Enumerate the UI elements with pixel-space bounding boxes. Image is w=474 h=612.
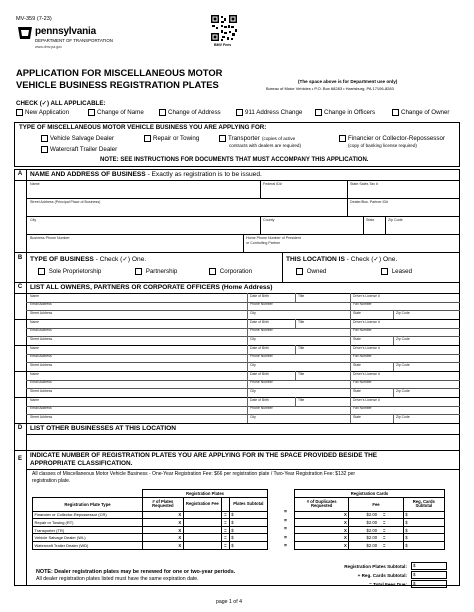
checkbox[interactable] (41, 146, 48, 153)
equals-sign: = (284, 534, 287, 541)
owner-zip-label: Zip Code (396, 388, 410, 393)
section-d-letter: D (17, 425, 23, 431)
owner-city-label: City (250, 362, 256, 367)
owner-license-label: Driver's License # (353, 397, 380, 402)
field-label-state-sales-tax: State Sales Tax # (350, 182, 378, 186)
divider (350, 293, 351, 302)
divider (26, 362, 460, 363)
plate-type-row (33, 541, 268, 549)
cards-subtotal-field[interactable]: $ (403, 519, 444, 527)
plate-type-row (33, 534, 268, 542)
divider (14, 293, 460, 294)
divider (14, 282, 460, 283)
divider (393, 362, 394, 371)
owner-title-label: Title (298, 345, 305, 350)
field-label-state: State (366, 218, 375, 222)
divider (247, 293, 248, 302)
owner-dob-label: Date of Birth (250, 293, 269, 298)
plate-type-row (33, 519, 268, 527)
section-b-title: TYPE OF BUSINESS - Check (✓) One. (30, 256, 147, 263)
field-label-city: City (30, 218, 37, 222)
owner-phone-label: Phone Number (250, 328, 273, 333)
divider (247, 388, 248, 397)
section-e-letter: E (17, 456, 22, 462)
divider (247, 302, 248, 311)
option-sole-proprietorship[interactable]: Sole Proprietorship (38, 268, 101, 275)
plates-subtotal-field[interactable]: $ (229, 526, 267, 534)
divider (26, 434, 460, 435)
option-partnership[interactable]: Partnership (135, 268, 177, 275)
fee-info-line-2: registration plate. (32, 478, 71, 484)
owner-dob-label: Date of Birth (250, 345, 269, 350)
divider (26, 198, 460, 199)
qr-caption: BMV Fees (214, 43, 232, 47)
divider (26, 354, 460, 355)
divider (247, 345, 248, 354)
option-transporter[interactable]: Transporter (219, 135, 260, 142)
divider (26, 310, 460, 311)
divider (247, 362, 248, 371)
owner-street-label: Street Address (30, 388, 53, 393)
divider (393, 388, 394, 397)
owner-email-label: Email Address (30, 380, 52, 385)
keystone-logo-icon (17, 26, 33, 40)
owner-street-label: Street Address (30, 310, 53, 315)
registration-fee-field[interactable] (183, 534, 221, 542)
checkbox[interactable] (381, 268, 388, 275)
duplicates-requested-field[interactable]: X (295, 526, 349, 534)
divider (350, 397, 351, 406)
duplicates-requested-field[interactable]: X (295, 541, 349, 549)
letter-column-divider (26, 169, 27, 586)
equals-sign: = (284, 517, 287, 524)
owner-fax-label: Fax Number (353, 354, 372, 359)
owner-name-label: Name (30, 319, 40, 324)
owner-city-label: City (250, 310, 256, 315)
checkbox[interactable] (16, 109, 23, 116)
divider (247, 328, 248, 337)
owner-title-label: Title (298, 371, 305, 376)
owner-license-label: Driver's License # (353, 345, 380, 350)
form-title-line2: VEHICLE BUSINESS REGISTRATION PLATES (16, 79, 219, 90)
option-leased[interactable]: Leased (381, 268, 412, 275)
checkbox[interactable] (144, 135, 151, 142)
check-all-label: CHECK (✓) ALL APPLICABLE: (16, 100, 106, 107)
col-duplicates-requested: # of Duplicates Requested (295, 497, 349, 511)
divider (26, 216, 460, 217)
financier-note: (copy of banking license required) (348, 143, 417, 148)
registration-fee-field[interactable] (183, 519, 221, 527)
card-fee-value: $2.00 = (349, 541, 403, 549)
state-name: pennsylvania (35, 26, 96, 37)
divider (26, 328, 460, 329)
divider (347, 180, 348, 198)
owner-street-label: Street Address (30, 414, 53, 419)
owner-street-label: Street Address (30, 362, 53, 367)
website: www.dmv.pa.gov (35, 45, 62, 49)
section-c-title: LIST ALL OWNERS, PARTNERS OR CORPORATE OFFICERS (Home Address) (30, 284, 273, 291)
owner-title-label: Title (298, 319, 305, 324)
divider (247, 354, 248, 363)
page-number: page 1 of 4 (216, 599, 242, 605)
plate-type-name: Watercraft Trailer Dealer (WD) (33, 541, 143, 549)
transporter-note-2: contracts with dealers are required) (229, 143, 302, 148)
owner-fax-label: Fax Number (353, 406, 372, 411)
owner-name-label: Name (30, 371, 40, 376)
qr-code-icon[interactable] (210, 14, 238, 42)
cards-subtotal-label: + Reg. Cards Subtotal: (357, 573, 407, 578)
owner-title-label: Title (298, 293, 305, 298)
divider (295, 397, 296, 406)
option-watercraft-trailer-dealer[interactable]: Watercraft Trailer Dealer (41, 146, 117, 153)
divider (350, 319, 351, 328)
checkbox[interactable] (392, 109, 399, 116)
divider (350, 362, 351, 371)
owner-dob-label: Date of Birth (250, 397, 269, 402)
option-repair-or-towing[interactable]: Repair or Towing (144, 135, 199, 142)
duplicates-requested-field[interactable]: X (295, 519, 349, 527)
owner-city-label: City (250, 388, 256, 393)
divider (295, 345, 296, 354)
divider (295, 371, 296, 380)
plates-subtotal-field[interactable]: $ (229, 534, 267, 542)
divider (247, 310, 248, 319)
plate-type-row (33, 511, 268, 519)
divider (260, 216, 261, 234)
plates-requested-field[interactable]: X (143, 511, 184, 519)
owner-state-label: State (353, 310, 361, 315)
card-row (295, 519, 445, 527)
plates-subtotal-field[interactable]: $ (411, 562, 447, 570)
owner-zip-label: Zip Code (396, 336, 410, 341)
duplicates-requested-field[interactable]: X (295, 511, 349, 519)
divider (26, 336, 460, 337)
divider (393, 336, 394, 345)
option-financier-collector[interactable]: Financier or Collector-Repossessor (339, 135, 445, 142)
equals-sign: = (221, 526, 229, 534)
cards-subtotal-field[interactable]: $ (403, 526, 444, 534)
owner-zip-label: Zip Code (396, 362, 410, 367)
owner-city-label: City (250, 336, 256, 341)
plate-type-name: Vehicle Salvage Dealer (WL) (33, 534, 143, 542)
owner-state-label: State (353, 414, 361, 419)
divider (26, 469, 460, 470)
divider (350, 310, 351, 319)
card-row (295, 534, 445, 542)
checkbox[interactable] (315, 109, 322, 116)
plates-subtotal-field[interactable]: $ (229, 541, 267, 549)
divider (247, 319, 248, 328)
plates-table (32, 489, 268, 550)
transporter-note-1: (copies of active (262, 136, 296, 141)
plates-requested-field[interactable]: X (143, 541, 184, 549)
col-registration-fee: Registration Fee (183, 497, 221, 511)
divider (14, 180, 460, 181)
card-row (295, 541, 445, 549)
divider (347, 198, 348, 216)
plate-type-row (33, 526, 268, 534)
owner-title-label: Title (298, 397, 305, 402)
cards-table (294, 489, 445, 550)
owner-fax-label: Fax Number (353, 380, 372, 385)
divider (295, 319, 296, 328)
owner-fax-label: Fax Number (353, 302, 372, 307)
field-label-zip: Zip Code (388, 218, 403, 222)
plate-type-name: Financier or Collector-Repossessor (CR) (33, 511, 143, 519)
field-label-name: Name (30, 182, 40, 186)
divider (393, 310, 394, 319)
cards-subtotal-field[interactable]: $ (403, 541, 444, 549)
field-label-county: County (263, 218, 275, 222)
checkbox[interactable] (135, 268, 142, 275)
divider (350, 371, 351, 380)
documents-note: NOTE: SEE INSTRUCTIONS FOR DOCUMENTS THAT MUST ACCOMPANY THIS APPLICATION. (100, 157, 369, 163)
checkbox[interactable] (38, 268, 45, 275)
owner-email-label: Email Address (30, 406, 52, 411)
divider (350, 345, 351, 354)
divider (14, 397, 460, 398)
card-fee-value: $2.00 = (349, 519, 403, 527)
equals-sign: = (284, 526, 287, 533)
checkbox[interactable] (296, 268, 303, 275)
field-label-federal-id: Federal ID# (263, 182, 282, 186)
cards-subtotal-field[interactable]: $ (411, 571, 447, 579)
section-a-letter: A (17, 171, 23, 177)
registration-fee-field[interactable] (183, 526, 221, 534)
option-owned[interactable]: Owned (296, 268, 326, 275)
field-label-dealer-bus-partner-id: Dealer/Bus. Partner ID# (350, 200, 389, 204)
checkbox[interactable] (88, 109, 95, 116)
total-fees-field[interactable]: $ (411, 580, 447, 588)
equals-sign: = (284, 543, 287, 550)
registration-fee-field[interactable] (183, 541, 221, 549)
field-label-home-phone-1: Home Phone Number of President (246, 236, 301, 240)
divider (14, 450, 460, 451)
col-card-fee: Fee (349, 497, 403, 511)
card-row (295, 526, 445, 534)
card-fee-value: $2.00 = (349, 526, 403, 534)
divider (14, 319, 460, 320)
department-use-note: (The space above is for Department use only) (298, 79, 398, 84)
option-new-application[interactable]: New Application (16, 109, 69, 116)
bureau-address: Bureau of Motor Vehicles • P.O. Box 68283 • Harrisburg, PA 17106-8283 (266, 86, 394, 91)
divider (26, 388, 460, 389)
col-cards-subtotal: Reg. Cards Subtotal (403, 497, 444, 511)
option-change-of-address[interactable]: Change of Address (159, 109, 221, 116)
divider (385, 216, 386, 234)
section-d-title: LIST OTHER BUSINESSES AT THIS LOCATION (30, 425, 177, 432)
registration-fee-field[interactable] (183, 511, 221, 519)
form-title-line1: APPLICATION FOR MISCELLANEOUS MOTOR (16, 67, 223, 78)
section-c-letter: C (17, 284, 23, 290)
divider (363, 216, 364, 234)
plates-subtotal-label: Registration Plates Subtotal: (344, 564, 407, 569)
owner-email-label: Email Address (30, 354, 52, 359)
divider (247, 414, 248, 423)
divider (260, 180, 261, 198)
owner-phone-label: Phone Number (250, 302, 273, 307)
divider (14, 423, 460, 424)
divider (247, 336, 248, 345)
total-fees-label: = Total Fees Due: (369, 582, 407, 587)
owner-zip-label: Zip Code (396, 310, 410, 315)
owner-phone-label: Phone Number (250, 406, 273, 411)
equals-sign: = (221, 511, 229, 519)
option-change-of-name[interactable]: Change of Name (88, 109, 144, 116)
field-label-business-phone: Business Phone Number (30, 236, 70, 240)
owner-zip-label: Zip Code (396, 414, 410, 419)
divider (247, 380, 248, 389)
owner-name-label: Name (30, 293, 40, 298)
divider (350, 388, 351, 397)
divider (350, 328, 351, 337)
col-plate-type: Registration Plate Type (33, 497, 143, 511)
owner-email-label: Email Address (30, 302, 52, 307)
department-name: DEPARTMENT OF TRANSPORTATION (35, 38, 113, 43)
form-id: MV-359 (7-23) (16, 16, 52, 22)
owner-license-label: Driver's License # (353, 319, 380, 324)
col-plates-subtotal: Plates Subtotal (229, 497, 267, 511)
field-label-street-address: Street Address (Principal Place of Business) (30, 200, 101, 204)
divider (350, 354, 351, 363)
equals-sign: = (221, 534, 229, 542)
owner-street-label: Street Address (30, 336, 53, 341)
plates-table-header: Registration Plates (143, 490, 268, 498)
plate-type-name: Transporter (TR) (33, 526, 143, 534)
checkbox[interactable] (159, 109, 166, 116)
owner-name-label: Name (30, 345, 40, 350)
divider (247, 397, 248, 406)
divider (247, 371, 248, 380)
checkbox[interactable] (236, 109, 243, 116)
equals-sign: = (284, 509, 287, 515)
option-911-address-change[interactable]: 911 Address Change (236, 109, 302, 116)
plates-subtotal-field[interactable]: $ (229, 519, 267, 527)
section-b-letter: B (17, 255, 23, 261)
owner-phone-label: Phone Number (250, 354, 273, 359)
renewal-note-1: NOTE: Dealer registration plates may be renewed for one or two-year periods. (36, 569, 236, 575)
checkbox[interactable] (339, 135, 346, 142)
business-type-heading: TYPE OF MISCELLANEOUS MOTOR VEHICLE BUSINESS YOU ARE APPLYING FOR: (19, 124, 267, 131)
checkbox[interactable] (41, 135, 48, 142)
section-a-title: NAME AND ADDRESS OF BUSINESS - Exactly as registration is to be issued. (30, 171, 262, 178)
card-fee-value: $2.00 = (349, 534, 403, 542)
owner-email-label: Email Address (30, 328, 52, 333)
divider (350, 302, 351, 311)
divider (282, 252, 283, 282)
owner-state-label: State (353, 388, 361, 393)
divider (26, 302, 460, 303)
owner-dob-label: Date of Birth (250, 371, 269, 376)
divider (350, 336, 351, 345)
plate-type-name: Repair or Towing (RT) (33, 519, 143, 527)
equals-sign: = (221, 519, 229, 527)
checkbox[interactable] (209, 268, 216, 275)
option-change-of-owner[interactable]: Change of Owner (392, 109, 450, 116)
section-e-title-2: APPROPRIATE CLASSIFICATION. (30, 460, 133, 467)
divider (26, 406, 460, 407)
owner-fax-label: Fax Number (353, 328, 372, 333)
divider (243, 234, 244, 252)
plates-requested-field[interactable]: X (143, 519, 184, 527)
plates-requested-field[interactable]: X (143, 526, 184, 534)
owner-license-label: Driver's License # (353, 293, 380, 298)
owner-phone-label: Phone Number (250, 380, 273, 385)
cards-subtotal-field[interactable]: $ (403, 534, 444, 542)
option-vehicle-salvage-dealer[interactable]: Vehicle Salvage Dealer (41, 135, 114, 142)
card-row (295, 511, 445, 519)
owner-dob-label: Date of Birth (250, 319, 269, 324)
owner-city-label: City (250, 414, 256, 419)
divider (350, 406, 351, 415)
divider (26, 414, 460, 415)
owner-name-label: Name (30, 397, 40, 402)
divider (14, 371, 460, 372)
equals-sign: = (221, 541, 229, 549)
plates-subtotal-field[interactable]: $ (229, 511, 267, 519)
divider (295, 293, 296, 302)
divider (14, 345, 460, 346)
owner-state-label: State (353, 336, 361, 341)
duplicates-requested-field[interactable]: X (295, 534, 349, 542)
owner-state-label: State (353, 362, 361, 367)
divider (350, 380, 351, 389)
divider (26, 380, 460, 381)
owner-license-label: Driver's License # (353, 371, 380, 376)
card-fee-value: $2.00 = (349, 511, 403, 519)
divider (350, 414, 351, 423)
plates-requested-field[interactable]: X (143, 534, 184, 542)
divider (247, 406, 248, 415)
option-corporation[interactable]: Corporation (209, 268, 252, 275)
field-label-home-phone-2: or Controlling Partner (246, 241, 281, 245)
cards-subtotal-field[interactable]: $ (403, 511, 444, 519)
fee-info-line-1: All classes of Miscellaneous Motor Vehicle Business - One-Year Registration Fee: $66 per registration plate / Two-Year Registration Fee: $132 per (32, 471, 356, 477)
section-e-title-1: INDICATE NUMBER OF REGISTRATION PLATES YOU ARE APPLYING FOR IN THE SPACE PROVIDED BESIDE THE (30, 452, 378, 459)
checkbox[interactable] (219, 135, 226, 142)
col-plates-requested: # of Plates Requested (143, 497, 184, 511)
renewal-note-2: All dealer registration plates listed must have the same expiration date. (36, 576, 199, 582)
option-change-in-officers[interactable]: Change in Officers (315, 109, 375, 116)
location-title: THIS LOCATION IS - Check (✓) One. (286, 256, 398, 263)
divider (14, 252, 460, 253)
divider (393, 414, 394, 423)
cards-table-header: Registration Cards (295, 490, 445, 498)
